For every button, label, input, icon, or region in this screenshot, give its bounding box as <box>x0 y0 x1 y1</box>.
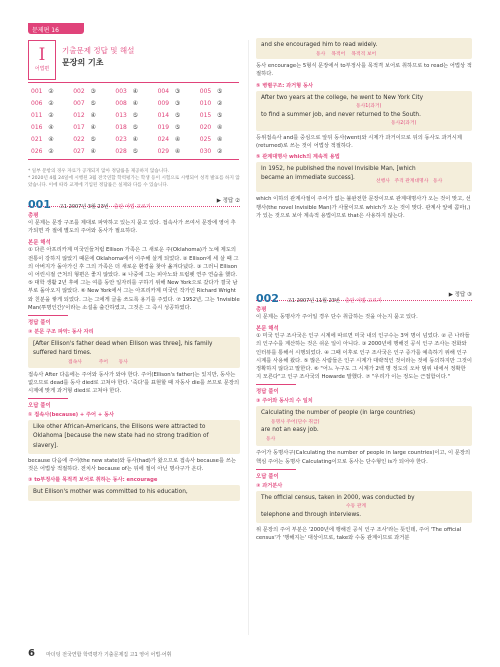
answer-number: 026 <box>31 147 43 155</box>
q001-overview-title: 총평 <box>28 213 39 219</box>
q002-wrong-title: 오답 풀이 <box>256 469 296 480</box>
answer-row <box>28 97 239 109</box>
q001-header <box>28 193 240 211</box>
note-2: * 2020년 4월 24일에 시행된 3월 전국연합 학력평가는 학생 등이 시험으로 시행되어 성적 발표를 하지 않았습니다. 이에 따라 교재에 기입된 정답률은 실제와 다를 수 있습니다. <box>28 176 240 189</box>
answer-choice: ② <box>48 99 54 107</box>
example-4-tag-a: 동사1(과거) <box>356 103 382 109</box>
answer-choice: ③ <box>174 99 181 107</box>
answer-choice: ④ <box>132 99 139 107</box>
q001-point-3: ③ to부정사를 목적격 보어로 취하는 동사: encourage <box>28 477 158 484</box>
answer-number: 025 <box>199 135 212 143</box>
answer-number: 023 <box>115 135 127 143</box>
example-3-tags <box>316 51 376 59</box>
unit-title1: 기출문제 정답 및 해설 <box>62 46 135 55</box>
q001-point-4: ⑤ 병렬구조: 과거형 동사 <box>256 82 313 89</box>
q001-wrong-5: which 이하의 관계사절이 주어가 없는 불완전한 문장이므로 관계대명사가 오는 것이 맞고, 선행사(the novel Invisible Man)가 사물이므로 which가 오는 것이 맞다. 관계사 앞에 콤마(,)가 있는 것으로 보아 계속적 용법이므로 that은 사용하지 않는다. <box>256 196 471 219</box>
answer-choice: ③ <box>174 87 181 95</box>
answer-number: 017 <box>73 123 85 131</box>
answer-number: 030 <box>199 147 212 155</box>
q002-solution-title: 정답 풀이 <box>256 384 296 395</box>
q001-example-1-tags <box>68 359 128 367</box>
q001-solution: 접속사 After 다음에는 주어와 동사가 와야 한다. 주어(Ellison's father)는 있지만, 동사는 없으므로 dead를 동사 died로 고쳐야 한다. '죽다'를 표현할 때 자동사 die를 쓰므로 문장의 시제에 맞게 과거형 died로 고쳐야 한다. <box>28 371 240 394</box>
q001-translation-title: 본문 해석 <box>28 240 51 247</box>
answer-number: 008 <box>115 99 127 107</box>
q001-example-3-cont <box>256 38 472 59</box>
answer-choice: ④ <box>132 135 139 143</box>
q002-example-2 <box>256 491 472 523</box>
answer-number: 013 <box>115 111 127 119</box>
answer-number: 018 <box>115 123 127 131</box>
footer <box>28 641 468 659</box>
q001-number: 001 <box>28 198 51 211</box>
q001-topic: 출판 어법 고르기 <box>113 204 151 210</box>
q001-meta: 고1 2007년 3월 23번 <box>59 204 109 210</box>
tag-o: 목적어 <box>331 51 346 57</box>
answer-number: 015 <box>199 111 212 119</box>
answer-row <box>28 121 239 133</box>
q001-solution-title: 정답 풀이 <box>28 315 68 326</box>
q001-example-1-text: [After Ellison's father dead when Ellison was three], his family suffered hard times. <box>33 341 213 357</box>
q002-point-2: ② 과거분사 <box>256 482 283 489</box>
tag-relative: 주격 관계대명사 <box>394 178 429 184</box>
answer-choice: ④ <box>48 123 54 131</box>
answer-number: 020 <box>199 123 212 131</box>
q002-example-2-line-1: The official census, taken in 2000, was conducted by <box>261 494 415 501</box>
unit-sub: 어법편 <box>34 66 50 72</box>
answer-choice: ⑤ <box>174 111 181 119</box>
answer-choice: ⑤ <box>174 123 181 131</box>
example-3-line: and she encouraged him to read widely. <box>261 42 378 48</box>
tag-subj: 주어 <box>98 359 108 365</box>
answer-choice: ⑤ <box>217 87 223 95</box>
q002-translation-title: 본문 해석 <box>256 326 279 333</box>
q001-point-2: ① 접속사(because) + 주어 + 동사 <box>28 412 115 419</box>
answer-choice: ⑤ <box>90 99 96 107</box>
answer-number: 009 <box>157 99 170 107</box>
unit-badge <box>28 40 56 80</box>
q002-wrong-1: 위 문장의 주어 부분은 '2000년에 행해진 공식 인구 조사'라는 뜻인데, 주어 'The official census'가 '행해지는' 대상이므로, take와 수동 관계이므로 과거분 <box>256 526 462 542</box>
q002-example-2-line-2: telephone and through interviews. <box>261 511 362 518</box>
answer-choice: ④ <box>217 135 223 143</box>
answer-number: 019 <box>157 123 170 131</box>
q002-translation: ① 미국 인구 조사국은 인구 시계에 따르면 미국 내의 인구수는 3억 명이 넘었다. ② 큰 나라들의 인구수를 계산하는 것은 쉬운 일이 아니다. ③ 2000년에 행해진 공식 인구 조사는 전화와 인터뷰를 통해서 시행되었다. ④ 그때 이후로 인구 조사국은 인구 증가를 예측하기 위해 인구 시계를 사용해 왔다. ⑤ 많은 사람들은 인구 시계가 대략적인 것이라는 것에 동의하지만 그것이 정확하지 않다고 말한다. ⑥ "어느 누구도 그 시계가 2백 명 정도의 오차 범위 내에서 정확한 지 모른다"고 인구 조사국의 Howarde 말했다. ⑦ "우리가 이는 정도는 근접함이다." <box>256 333 472 381</box>
tag-antecedent: 선행사 <box>376 178 390 184</box>
q002-solution: 주어가 동명사구(Calculating the number of people in large countries)이고, 이 문장의 핵심 주어는 동명사 Calculating이므로 동사는 단수형인 is가 되어야 한다. <box>256 450 471 465</box>
answer-row <box>28 145 239 157</box>
answer-choice: ③ <box>90 87 96 95</box>
example-4-tag-b: 동사2(과거) <box>391 120 417 126</box>
answer-number: 006 <box>31 99 43 107</box>
q002-point-1: ③ 주어와 동사의 수 일치 <box>256 398 313 405</box>
answer-choice: ② <box>48 87 54 95</box>
example-5-tags <box>376 178 442 186</box>
page-number: 6 <box>28 648 35 659</box>
answer-number: 029 <box>157 147 170 155</box>
answer-number: 003 <box>115 87 127 95</box>
q002-overview: 이 문제는 동명사가 주어일 경우 단수 취급하는 것을 아는지 묻고 있다. <box>256 314 418 320</box>
answer-choice: ⑤ <box>132 123 139 131</box>
q001-overview: 이 문제는 문장 구조를 제대로 파악하고 있는지 묻고 있다. 접속사가 쓰여서 문장에 영어 추가되면 각 절에 별도의 주어와 동사가 필요하다. <box>28 220 236 235</box>
unit-title2: 문장의 기초 <box>62 58 104 67</box>
q001-example-2: Like other African-Americans, the Ellisons were attracted to Oklahoma [because the new state had no strong tradition of slavery]. <box>28 420 240 454</box>
example-4-line-2: to find a summer job, and never returned to the South. <box>261 111 421 118</box>
answer-row <box>28 109 239 121</box>
answer-number: 011 <box>31 111 43 119</box>
q002-example-1 <box>256 406 472 446</box>
example-5-line-2: became an immediate success]. <box>261 175 355 182</box>
answer-choice: ④ <box>48 135 54 143</box>
answer-number: 027 <box>73 147 85 155</box>
tag-oc: 목적격 보어 <box>351 51 377 57</box>
example-4-line-1: After two years at the college, he went to New York City <box>261 94 424 101</box>
answer-number: 007 <box>73 99 85 107</box>
tag-verb2: 동사 <box>433 178 443 184</box>
tag-verb: 동사 <box>118 359 128 365</box>
q001-wrong-3: 동사 encourage는 5형식 문장에서 to부정사를 목적격 보어로 취하므로 to read는 어법상 적절하다. <box>256 63 472 78</box>
answer-choice: ⑤ <box>132 111 139 119</box>
answer-number: 012 <box>73 111 85 119</box>
q002-example-1-line-1: Calculating the number of people (in large countries) <box>261 410 416 417</box>
right-column <box>256 38 472 223</box>
q001-example-1 <box>28 337 240 368</box>
answer-choice: ④ <box>90 123 96 131</box>
answer-choice: ④ <box>90 147 96 155</box>
tag-conj: 접속사 <box>68 359 82 365</box>
answer-number: 002 <box>73 87 85 95</box>
unit-header <box>28 40 238 80</box>
answer-choice: ④ <box>90 111 96 119</box>
answer-number: 001 <box>31 87 43 95</box>
answer-number: 005 <box>199 87 212 95</box>
answer-number: 004 <box>157 87 170 95</box>
q001-point-5: ⑤ 관계대명사 which의 계속적 용법 <box>256 153 340 160</box>
q001-point-1: ② 분문 구조 파악: 동사 자리 <box>28 329 94 336</box>
page-tab: 문제편 16 <box>28 23 84 34</box>
q001-example-4 <box>256 91 472 131</box>
answer-choice: ④ <box>174 135 181 143</box>
q002-example-1-tag-1: 동명사 주어(단수 취급) <box>271 419 320 425</box>
answer-choice: ② <box>48 147 54 155</box>
answer-choice: ② <box>217 147 223 155</box>
answer-number: 021 <box>31 135 43 143</box>
example-5-line-1: In 1952, he published the novel Invisible Man, [which <box>261 165 416 172</box>
answer-number: 024 <box>157 135 170 143</box>
q002-topic: 출판 어법 고르기 <box>344 298 382 304</box>
column-divider <box>248 40 249 635</box>
answer-number: 014 <box>157 111 170 119</box>
q001-wrong-4: 등위접속사 and를 중심으로 앞뒤 동사(went)와 시제가 과거이므로 뒤의 동사도 과거시제(returned)로 쓰는 것이 어법상 적절하다. <box>256 134 463 149</box>
note-1: * 일부 문항의 경우 자료가 공개되지 않아 정답률을 제공하지 않습니다. <box>28 169 170 174</box>
q001-example-3: But Ellison's mother was committed to his education, <box>28 485 240 500</box>
answer-number: 022 <box>73 135 85 143</box>
answer-choice: ④ <box>217 123 223 131</box>
answer-choice: ② <box>48 111 54 119</box>
q002-number: 002 <box>256 292 279 305</box>
answer-choice: ⑤ <box>132 147 139 155</box>
answer-choice: ④ <box>132 87 139 95</box>
answer-table <box>28 82 239 160</box>
answer-number: 028 <box>115 147 127 155</box>
answer-row <box>28 85 239 97</box>
tag-v: 동사 <box>316 51 326 57</box>
q001-translation: ① 다른 아프리카계 미국인들처럼 Ellison 가족은 그 새로운 주(Oklahoma)가 노예 제도의 전통이 강하지 않았기 때문에 Oklahoma에서 이주해 살게 되었다. ② Ellison에 세 살 때 그의 아버지가 돌아가신 후 그의 가족은 더 새로운 환경을 찾아 옮겨다녔다. ③ 그러니 Ellison이 어린시절 근처의 형편은 좋지 않았다. ④ 나중에 그는 피아노와 트럼펫 연주 연습을 했다. ⑤ 대학 생활 2년 후에 그는 여름 동안 일자리를 구하기 위해 New York으로 갔다가 결국 남부로 돌아오지 않았다. ⑥ New York에서 그는 아프리카계 미국인 작가인 Richard Wright와 친분을 쌓게 되었다. 그는 그에게 글을 쓰도록 용기를 주었다. ⑦ 1952년, 그는 'Invisible Man(투명인간)'이라는 소설을 출간하였고, 그것은 그 즉시 성공하였다. <box>28 247 240 311</box>
q002-answer: ▶ 정답 ③ <box>448 292 472 298</box>
answer-grid <box>28 85 239 157</box>
q001-wrong-title: 오답 풀이 <box>28 398 68 409</box>
answer-choice: ② <box>217 99 223 107</box>
q001-example-5 <box>256 162 472 193</box>
q002-example-1-line-2: are not an easy job. <box>261 427 319 434</box>
notes <box>28 168 240 189</box>
q002-meta: 고1 2007년 11월 23번 <box>287 298 340 304</box>
q002-overview-title: 총평 <box>256 307 267 313</box>
q002-example-2-tag: 수동 관계 <box>346 503 367 509</box>
q001-wrong-1: because 다음에 주어(the new state)와 동사(had)가 왔으므로 접속사 because를 쓰는 것은 어법상 적절하다. 전치사 because of는 뒤에 절이 아닌 명사구가 온다. <box>28 457 236 473</box>
answer-choice: ④ <box>174 147 181 155</box>
q001-body <box>28 211 240 501</box>
answer-row <box>28 133 239 145</box>
answer-choice: ⑤ <box>90 135 96 143</box>
answer-choice: ⑤ <box>217 111 223 119</box>
answer-number: 010 <box>199 99 212 107</box>
q002-example-1-tag-2: 동사 <box>266 436 276 442</box>
answer-number: 016 <box>31 123 43 131</box>
q002-header <box>256 287 472 305</box>
q002-body <box>256 305 472 545</box>
footer-text: 마더텅 전국연합 학력평가 기출문제집 고1 영어 어법·어휘 <box>46 652 172 658</box>
q001-answer: ▶ 정답 ② <box>216 198 240 204</box>
unit-letter: I <box>38 45 46 65</box>
